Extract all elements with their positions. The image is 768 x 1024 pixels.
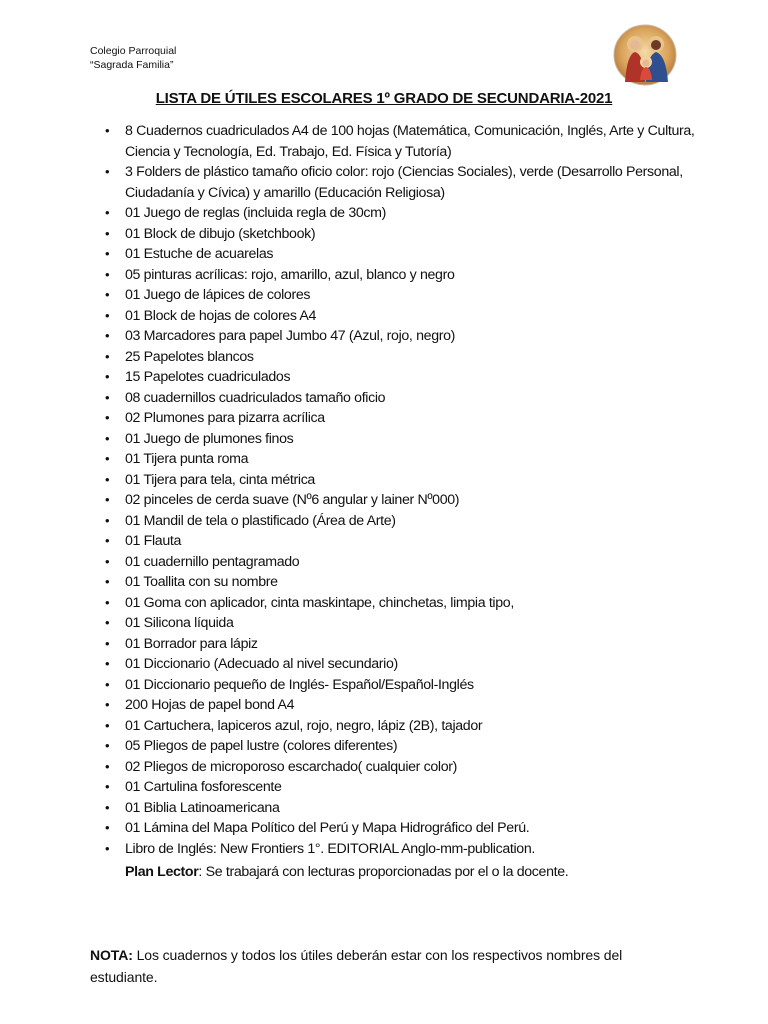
list-item: [105, 818, 695, 839]
school-name-line1: Colegio Parroquial: [90, 45, 177, 57]
bullet-icon: •: [105, 656, 110, 671]
list-item-text: 01 Tijera para tela, cinta métrica: [125, 471, 315, 488]
nota-text: Los cuadernos y todos los útiles deberán estar con los respectivos nombres del estudiante.: [90, 947, 623, 985]
list-item-text: 3 Folders de plástico tamaño oficio color: rojo (Ciencias Sociales), verde (Desarrollo Personal, Ciudadanía y Cívica) y amarillo (Educación Religiosa): [125, 164, 683, 201]
list-item-text: 01 Block de dibujo (sketchbook): [125, 225, 316, 242]
list-item: [105, 572, 695, 593]
bullet-icon: •: [105, 328, 110, 343]
list-item-text: 01 Diccionario pequeño de Inglés- Español/Español-Inglés: [125, 676, 474, 693]
list-item-text: 01 Biblia Latinoamericana: [125, 799, 280, 816]
bullet-icon: •: [105, 205, 110, 220]
bullet-icon: •: [105, 123, 110, 138]
list-item-text: 15 Papelotes cuadriculados: [125, 369, 291, 385]
bullet-icon: •: [105, 410, 110, 425]
list-item: [105, 757, 695, 778]
list-item: [105, 408, 695, 429]
list-item: [105, 306, 695, 327]
list-item-text: 01 Silicona líquida: [125, 615, 234, 631]
bullet-icon: •: [105, 820, 110, 835]
bullet-icon: •: [105, 246, 110, 261]
list-item-text: 01 Cartuchera, lapiceros azul, rojo, negro, lápiz (2B), tajador: [125, 717, 483, 734]
list-item: [105, 736, 695, 757]
list-item: [105, 326, 695, 347]
list-item: [105, 224, 695, 245]
list-item-text: 25 Papelotes blancos: [125, 348, 254, 365]
nota-block: [90, 944, 680, 988]
bullet-icon: •: [105, 615, 110, 630]
list-item: [105, 613, 695, 634]
list-item-text: 01 Lámina del Mapa Político del Perú y Mapa Hidrográfico del Perú.: [125, 820, 530, 836]
bullet-icon: •: [105, 840, 110, 856]
bullet-icon: •: [105, 389, 110, 405]
list-item: [105, 531, 695, 552]
bullet-icon: •: [105, 471, 110, 487]
bullet-icon: •: [105, 451, 110, 466]
list-item: [105, 470, 695, 491]
list-item-text: 08 cuadernillos cuadriculados tamaño oficio: [125, 389, 386, 406]
list-item-text: 01 Flauta: [125, 533, 182, 549]
list-item-text: 01 Toallita con su nombre: [125, 574, 278, 590]
holy-family-emblem-icon: [613, 24, 677, 86]
list-item-text: 01 Borrador para lápiz: [125, 635, 258, 652]
list-item-text: 01 Diccionario (Adecuado al nivel secundario): [125, 656, 398, 672]
plan-lector-label: Plan Lector: [125, 864, 199, 880]
bullet-icon: •: [105, 799, 110, 815]
list-item: [105, 675, 695, 696]
bullet-icon: •: [105, 307, 110, 323]
list-item-text: 8 Cuadernos cuadriculados A4 de 100 hojas (Matemática, Comunicación, Inglés, Arte y Cultura, Ciencia y Tecnología, Ed. Trabajo, Ed. Física y Tutoría): [125, 123, 695, 160]
list-item: [105, 552, 695, 573]
list-item-text: 02 pinceles de cerda suave (Nº6 angular y lainer Nº000): [125, 492, 460, 508]
nota-label: NOTA:: [90, 947, 133, 963]
bullet-icon: •: [105, 430, 110, 446]
bullet-icon: •: [105, 287, 110, 302]
list-item-text: 200 Hojas de papel bond A4: [125, 697, 295, 713]
list-item: [105, 265, 695, 286]
bullet-icon: •: [105, 676, 110, 692]
list-item-text: 01 Juego de reglas (incluida regla de 30cm): [125, 205, 386, 221]
list-item: [105, 162, 695, 203]
bullet-icon: •: [105, 635, 110, 651]
list-item: [105, 244, 695, 265]
bullet-icon: •: [105, 164, 110, 179]
bullet-icon: •: [105, 779, 110, 794]
list-item-text: 01 Juego de plumones finos: [125, 430, 294, 447]
list-item: [105, 367, 695, 388]
bullet-icon: •: [105, 512, 110, 528]
list-item: [105, 347, 695, 368]
bullet-icon: •: [105, 738, 110, 753]
list-item-text: 01 Tijera punta roma: [125, 451, 249, 467]
list-item-text: 01 Goma con aplicador, cinta maskintape, chinchetas, limpia tipo,: [125, 594, 514, 611]
school-name-block: [90, 44, 176, 72]
bullet-icon: •: [105, 369, 110, 384]
list-item: [105, 777, 695, 798]
list-item: [105, 654, 695, 675]
supplies-list: [105, 121, 695, 859]
bullet-icon: •: [105, 697, 110, 712]
list-item: [105, 203, 695, 224]
list-item: [105, 695, 695, 716]
list-item: [105, 388, 695, 409]
plan-lector-text: : Se trabajará con lecturas proporcionadas por el o la docente.: [198, 864, 569, 880]
bullet-icon: •: [105, 553, 110, 569]
bullet-icon: •: [105, 492, 110, 507]
list-item-text: 05 Pliegos de papel lustre (colores diferentes): [125, 738, 398, 754]
list-item-text: 01 Block de hojas de colores A4: [125, 307, 317, 324]
bullet-icon: •: [105, 266, 110, 282]
list-item: [105, 449, 695, 470]
list-item: [105, 490, 695, 511]
bullet-icon: •: [105, 574, 110, 589]
list-item-text: 05 pinturas acrílicas: rojo, amarillo, azul, blanco y negro: [125, 266, 455, 283]
document-title: LISTA DE ÚTILES ESCOLARES 1º GRADO DE SECUNDARIA-2021: [155, 90, 613, 107]
bullet-icon: •: [105, 533, 110, 548]
list-item-text: 03 Marcadores para papel Jumbo 47 (Azul, rojo, negro): [125, 328, 456, 344]
list-item: [105, 121, 695, 162]
list-item: [105, 511, 695, 532]
list-item: [105, 593, 695, 614]
bullet-icon: •: [105, 225, 110, 241]
list-item-text: 02 Plumones para pizarra acrílica: [125, 410, 325, 426]
list-item-text: 02 Pliegos de microporoso escarchado( cualquier color): [125, 758, 458, 775]
list-item-text: 01 Cartulina fosforescente: [125, 779, 282, 795]
list-item-text: 01 Mandil de tela o plastificado (Área de Arte): [125, 512, 396, 529]
school-name-line2: “Sagrada Familia”: [90, 59, 174, 71]
plan-lector: [125, 862, 568, 882]
list-item: [105, 634, 695, 655]
bullet-icon: •: [105, 348, 110, 364]
list-item: [105, 716, 695, 737]
bullet-icon: •: [105, 717, 110, 733]
list-item-text: 01 cuadernillo pentagramado: [125, 553, 300, 570]
list-item: [105, 429, 695, 450]
list-item: [105, 798, 695, 819]
bullet-icon: •: [105, 758, 110, 774]
bullet-icon: •: [105, 594, 110, 610]
list-item-text: 01 Juego de lápices de colores: [125, 287, 311, 303]
list-item-text: Libro de Inglés: New Frontiers 1°. EDITORIAL Anglo-mm-publication.: [125, 840, 535, 857]
list-item-text: 01 Estuche de acuarelas: [125, 246, 274, 262]
list-item: [105, 839, 695, 860]
list-item: [105, 285, 695, 306]
